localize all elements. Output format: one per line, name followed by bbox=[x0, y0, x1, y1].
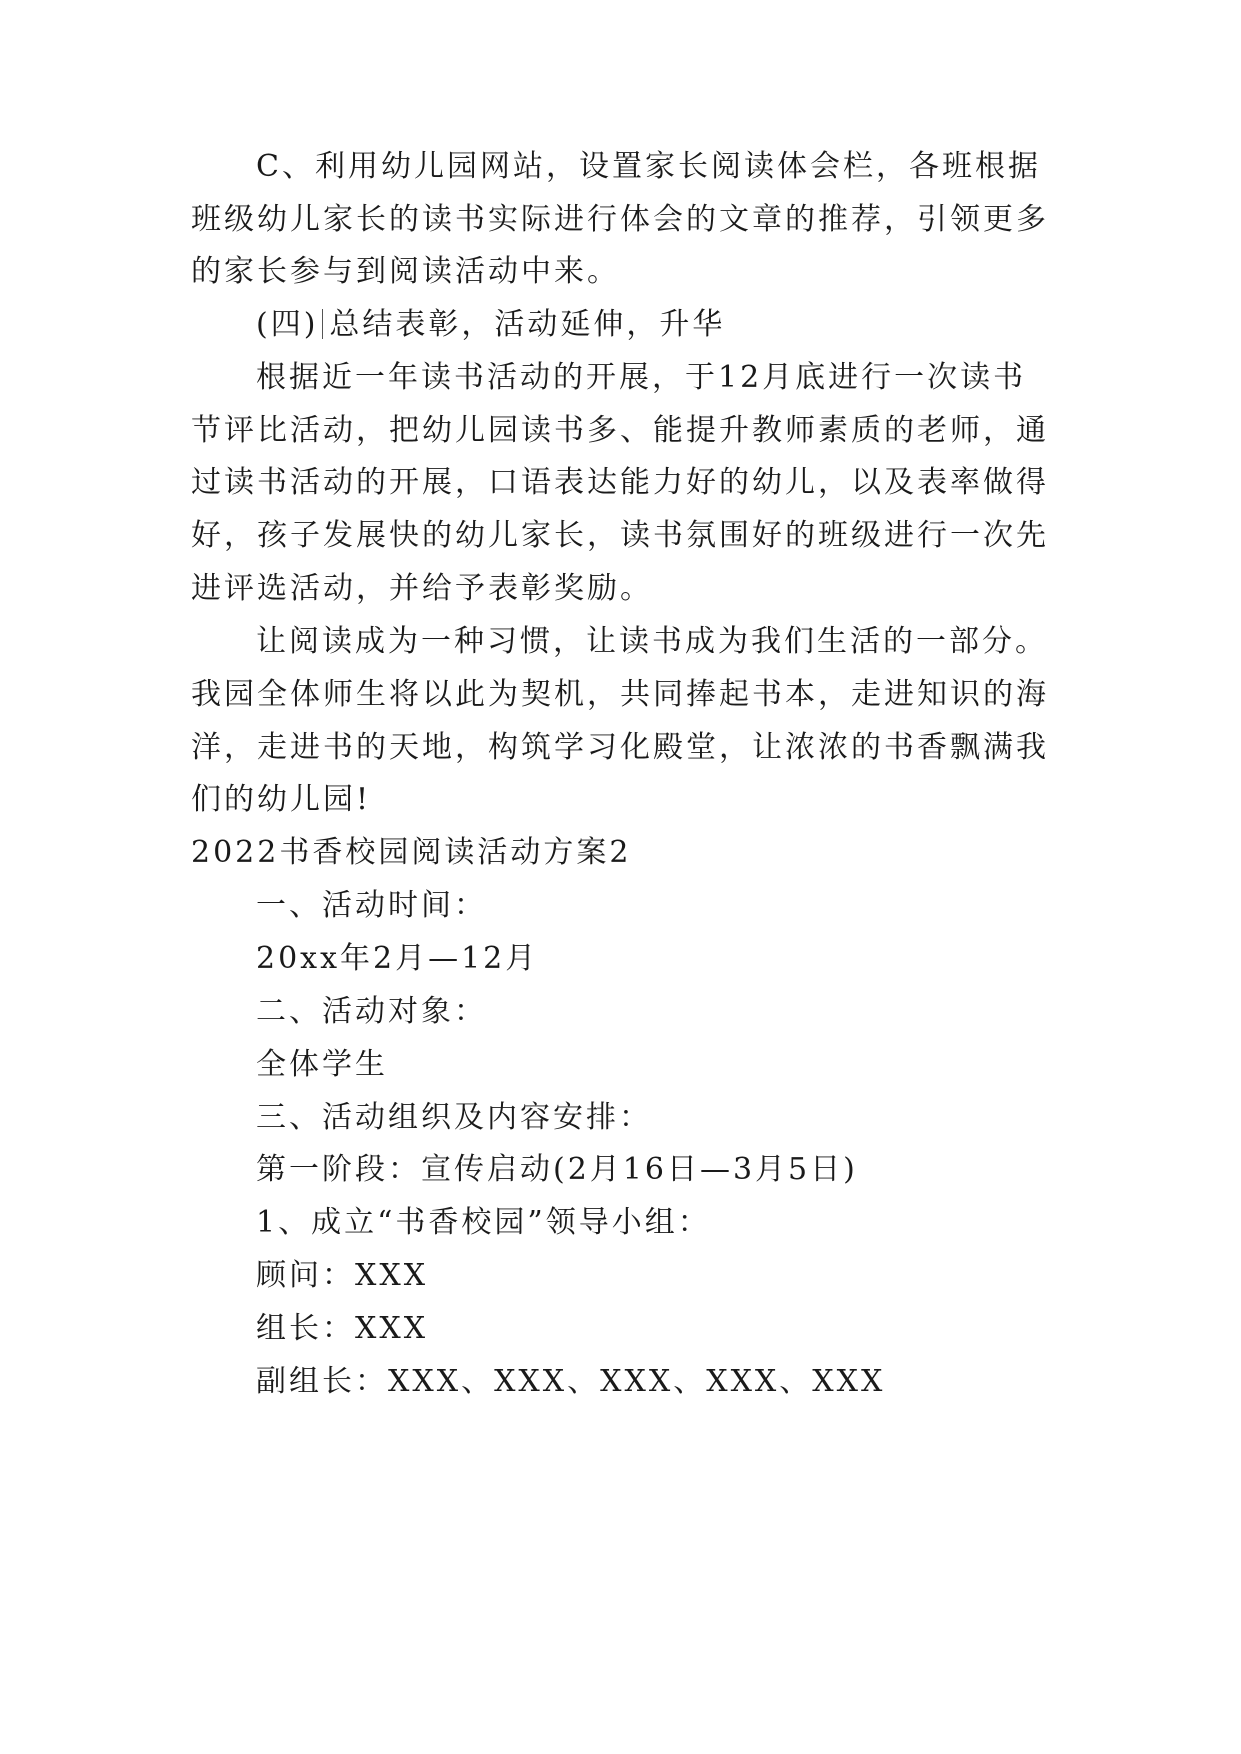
item-activity-time-value: 20xx年2月—12月 bbox=[256, 941, 539, 976]
para-closing-line-1: 让阅读成为一种习惯，让读书成为我们生活的一部分。 bbox=[256, 624, 1048, 659]
item-organization-heading: 三、活动组织及内容安排： bbox=[256, 1100, 652, 1135]
para-summary-line-1: 根据近一年读书活动的开展，于12月底进行一次读书 bbox=[256, 360, 1027, 395]
para-c-line-2: 班级幼儿家长的读书实际进行体会的文章的推荐，引领更多 bbox=[191, 202, 1049, 237]
item-activity-target-heading: 二、活动对象： bbox=[256, 994, 487, 1029]
heading-four-text: 总结表彰，活动延伸，升华 bbox=[329, 307, 726, 342]
para-c-line-1: C、利用幼儿园网站，设置家长阅读体会栏，各班根据 bbox=[256, 149, 1041, 184]
item-advisor: 顾问：XXX bbox=[256, 1258, 429, 1293]
section-title: 2022书香校园阅读活动方案2 bbox=[191, 835, 632, 870]
item-leading-group: 1、成立“书香校园”领导小组： bbox=[256, 1205, 711, 1240]
para-closing-line-2: 我园全体师生将以此为契机，共同捧起书本，走进知识的海 bbox=[191, 677, 1049, 712]
text-cursor-icon bbox=[322, 309, 323, 339]
para-closing-line-4: 们的幼儿园! bbox=[191, 782, 372, 817]
para-summary-line-2: 节评比活动，把幼儿园读书多、能提升教师素质的老师，通 bbox=[191, 413, 1049, 448]
para-c-line-3: 的家长参与到阅读活动中来。 bbox=[191, 254, 620, 289]
item-activity-target-value: 全体学生 bbox=[256, 1047, 388, 1082]
heading-four-prefix: (四) bbox=[256, 307, 319, 342]
para-summary-line-5: 进评选活动，并给予表彰奖励。 bbox=[191, 571, 653, 606]
item-group-leader: 组长：XXX bbox=[256, 1311, 429, 1346]
item-stage-one: 第一阶段：宣传启动(2月16日—3月5日) bbox=[256, 1152, 858, 1187]
para-summary-line-3: 过读书活动的开展，口语表达能力好的幼儿，以及表率做得 bbox=[191, 465, 1049, 500]
para-closing-line-3: 洋，走进书的天地，构筑学习化殿堂，让浓浓的书香飘满我 bbox=[191, 730, 1049, 765]
item-deputy-leaders: 副组长：XXX、XXX、XXX、XXX、XXX bbox=[256, 1364, 886, 1399]
item-activity-time-heading: 一、活动时间： bbox=[256, 888, 487, 923]
para-summary-line-4: 好，孩子发展快的幼儿家长，读书氛围好的班级进行一次先 bbox=[191, 518, 1049, 553]
heading-four bbox=[256, 305, 1156, 345]
